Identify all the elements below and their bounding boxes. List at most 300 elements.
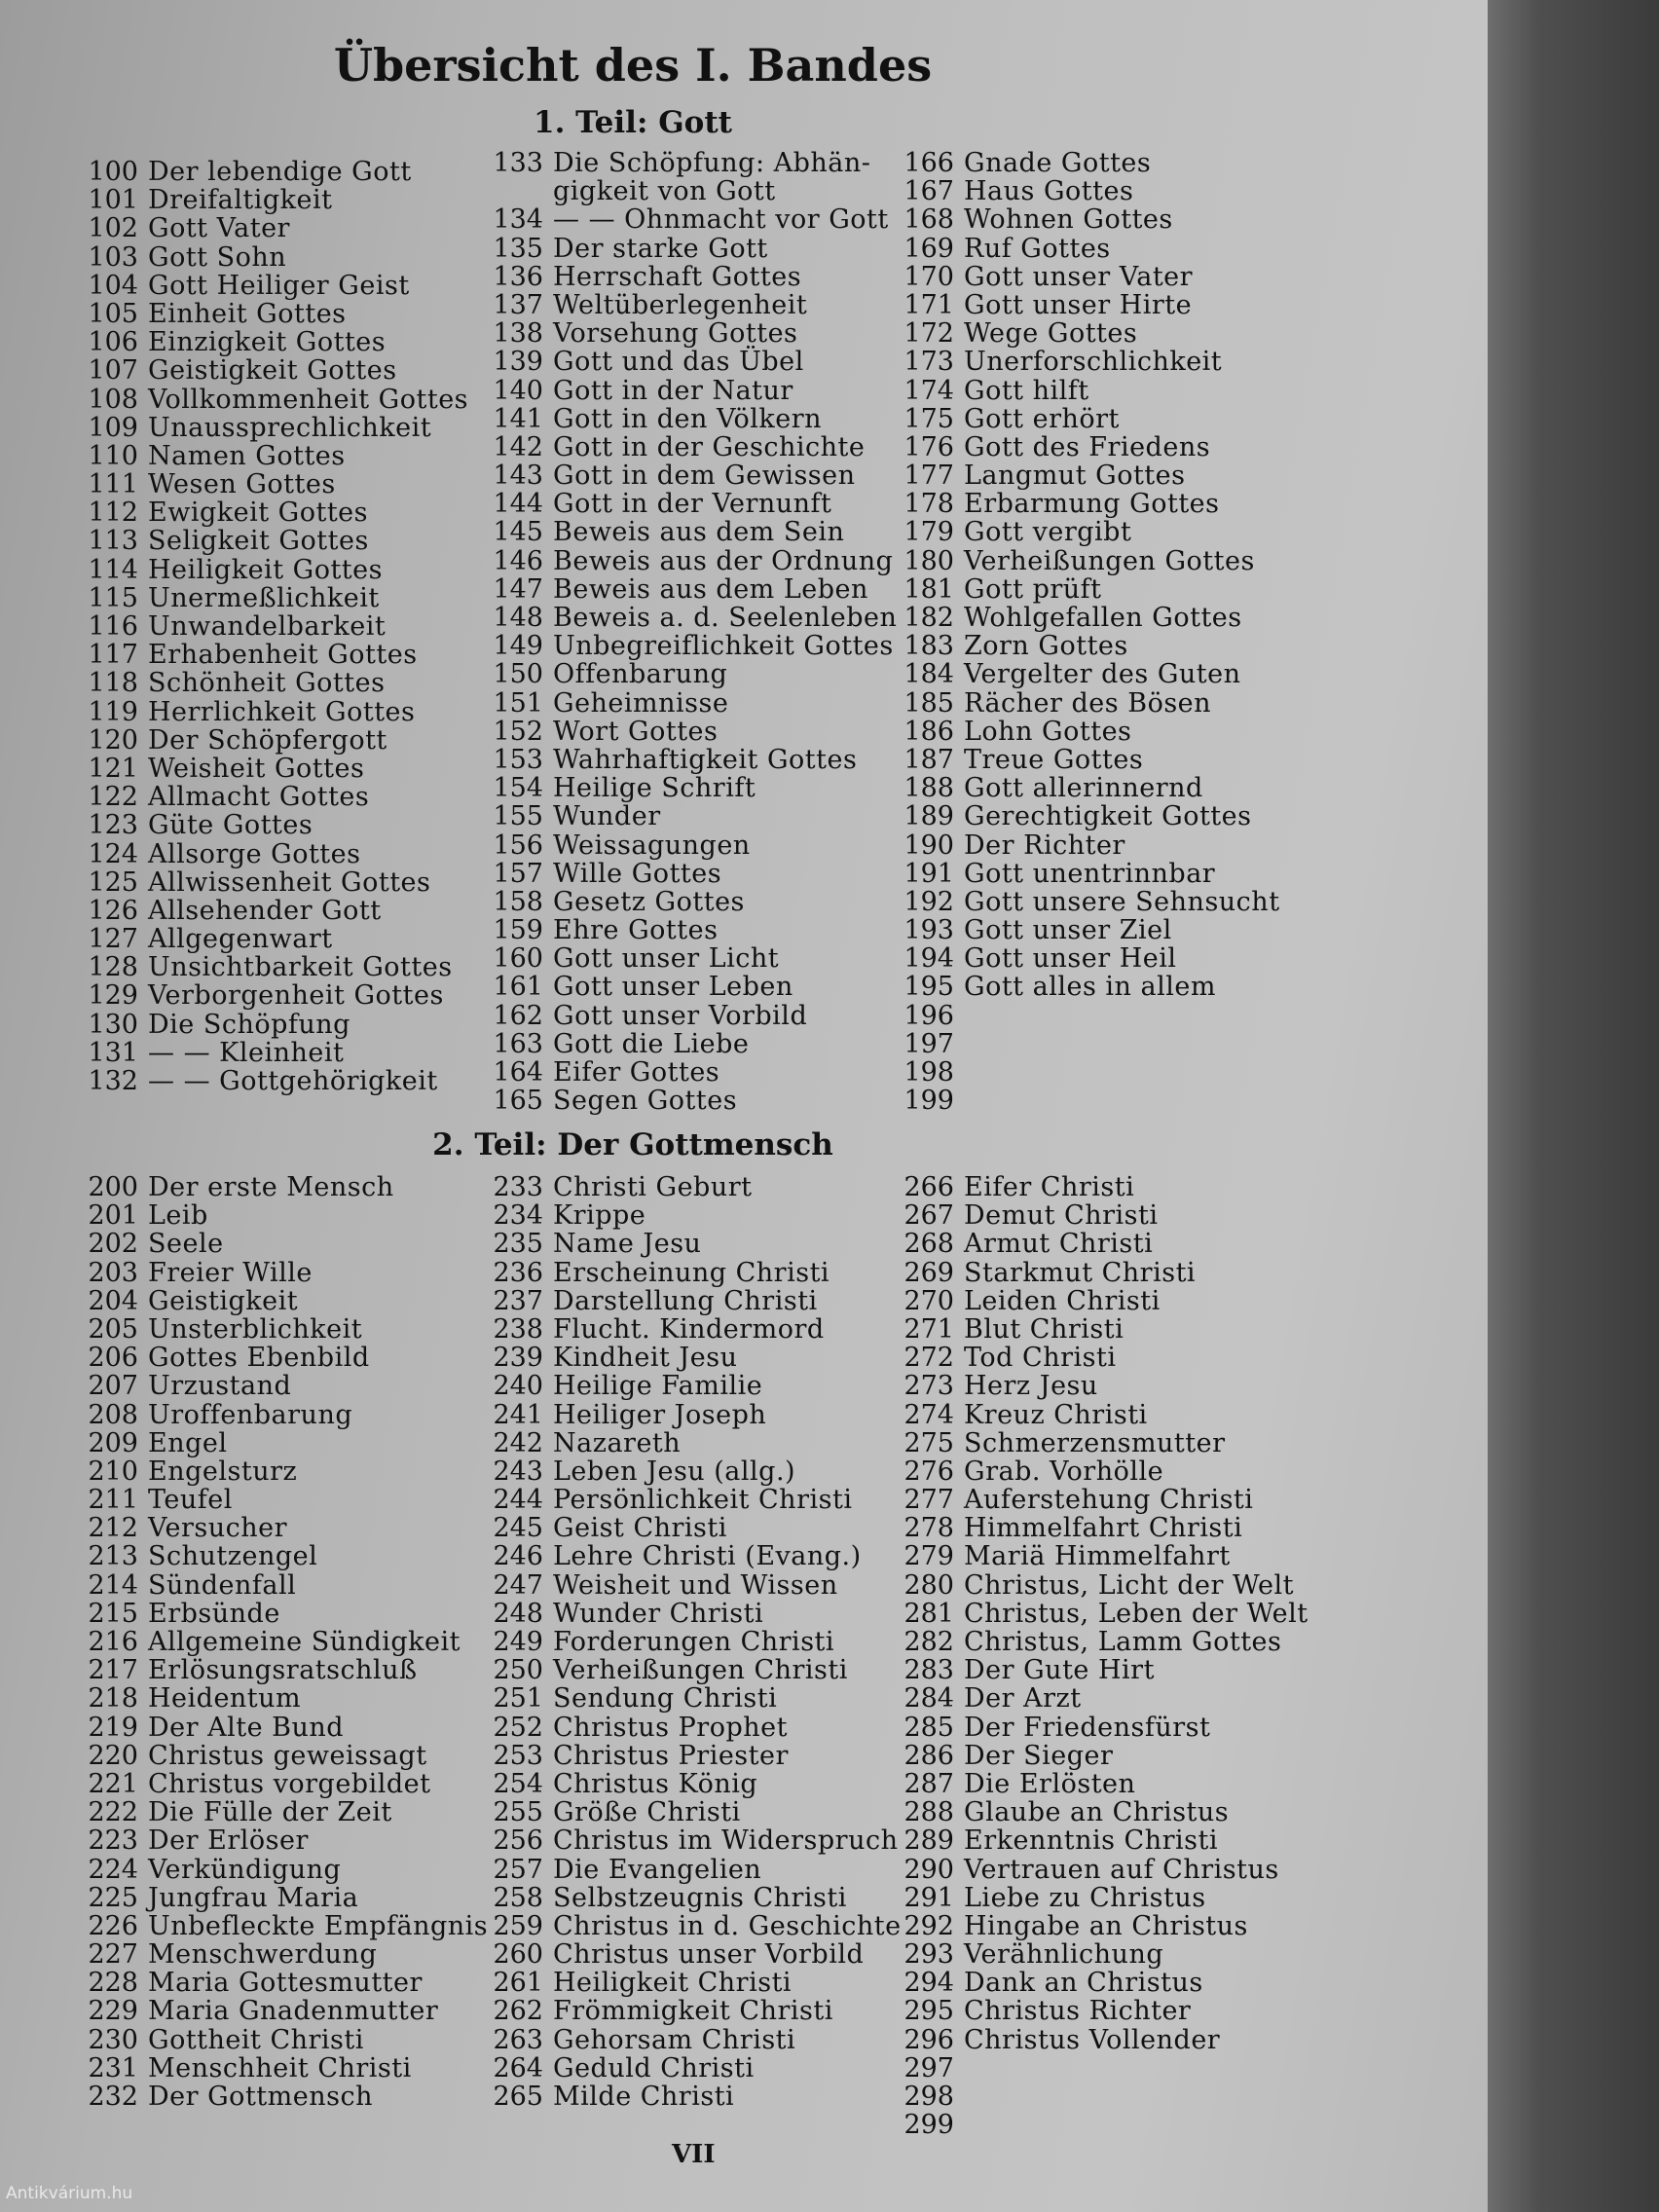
entry-number: 130 bbox=[88, 1009, 138, 1040]
entry-title: Freier Wille bbox=[148, 1257, 313, 1288]
entry-number: 134 bbox=[493, 204, 543, 236]
index-entry bbox=[898, 377, 1280, 405]
entry-number: 103 bbox=[88, 241, 138, 273]
entry-title: Geheimnisse bbox=[553, 687, 729, 719]
index-entry bbox=[82, 1259, 488, 1287]
entry-title: Gott unser Heil bbox=[964, 943, 1177, 975]
entry-title: Gott in der Natur bbox=[553, 375, 793, 406]
entry-number: 166 bbox=[903, 148, 954, 178]
entry-title: Heiligkeit Gottes bbox=[148, 554, 383, 585]
entry-title: Lohn Gottes bbox=[964, 716, 1132, 747]
index-entry bbox=[487, 433, 897, 461]
entry-number: 199 bbox=[903, 1086, 954, 1117]
entry-title: Gott in der Geschichte bbox=[553, 431, 866, 462]
index-entry bbox=[82, 755, 468, 783]
entry-title: Gerechtigkeit Gottes bbox=[964, 801, 1252, 832]
entry-title: Gott in den Völkern bbox=[553, 403, 822, 434]
entry-title: Die Schöpfung: Abhän- bbox=[553, 148, 871, 178]
entry-title: Christus, Lamm Gottes bbox=[964, 1627, 1282, 1657]
entry-number: 192 bbox=[903, 886, 954, 917]
entry-number: 180 bbox=[903, 545, 954, 576]
entry-number: 142 bbox=[493, 431, 543, 462]
index-entry bbox=[487, 1997, 902, 2025]
index-entry bbox=[898, 1940, 1309, 1969]
index-entry bbox=[487, 718, 897, 746]
index-entry bbox=[487, 1714, 902, 1742]
part-1-column-3 bbox=[898, 149, 1280, 1115]
entry-title: Unsichtbarkeit Gottes bbox=[148, 952, 453, 983]
index-entry bbox=[898, 2026, 1309, 2054]
entry-number: 241 bbox=[493, 1399, 543, 1430]
index-entry bbox=[487, 1230, 902, 1258]
entry-number: 256 bbox=[493, 1825, 543, 1857]
index-entry bbox=[82, 584, 468, 612]
index-entry bbox=[898, 263, 1280, 291]
entry-number: 203 bbox=[88, 1257, 138, 1288]
index-entry bbox=[487, 1486, 902, 1514]
entry-title: Nazareth bbox=[553, 1427, 682, 1458]
entry-number: 208 bbox=[88, 1399, 138, 1430]
entry-number: 154 bbox=[493, 773, 543, 804]
index-entry bbox=[487, 1002, 897, 1030]
entry-title: Die Schöpfung bbox=[148, 1009, 350, 1040]
entry-title: — — Kleinheit bbox=[148, 1037, 345, 1068]
entry-number: 194 bbox=[903, 943, 954, 975]
entry-number: 225 bbox=[88, 1882, 138, 1913]
index-entry bbox=[487, 2083, 902, 2111]
index-entry bbox=[487, 1457, 902, 1486]
entry-number: 204 bbox=[88, 1285, 138, 1316]
index-entry bbox=[487, 348, 897, 376]
entry-number: 183 bbox=[903, 631, 954, 662]
entry-title: Darstellung Christi bbox=[553, 1285, 818, 1316]
index-entry bbox=[898, 1997, 1309, 2025]
entry-title: Menschwerdung bbox=[148, 1939, 378, 1971]
entry-number: 148 bbox=[493, 603, 543, 633]
entry-title: Himmelfahrt Christi bbox=[964, 1513, 1243, 1544]
entry-number: 121 bbox=[88, 753, 138, 784]
entry-number: 216 bbox=[88, 1627, 138, 1657]
entry-number: 123 bbox=[88, 810, 138, 841]
entry-number: 223 bbox=[88, 1825, 138, 1857]
index-entry bbox=[82, 669, 468, 697]
entry-number: 276 bbox=[903, 1456, 954, 1487]
entry-number: 207 bbox=[88, 1371, 138, 1402]
index-entry bbox=[82, 1798, 488, 1826]
entry-title: Leiden Christi bbox=[964, 1285, 1161, 1316]
index-entry bbox=[82, 1571, 488, 1600]
entry-number: 133 bbox=[493, 148, 543, 178]
index-entry bbox=[487, 1372, 902, 1400]
part-2-column-2 bbox=[487, 1173, 902, 2111]
entry-number: 110 bbox=[88, 440, 138, 471]
index-entry bbox=[898, 1798, 1309, 1826]
entry-number: 113 bbox=[88, 526, 138, 557]
entry-title: Christus König bbox=[553, 1768, 758, 1799]
index-entry bbox=[82, 498, 468, 527]
entry-title: Vertrauen auf Christus bbox=[964, 1854, 1279, 1885]
index-entry bbox=[487, 2054, 902, 2083]
index-entry bbox=[487, 319, 897, 348]
entry-title: Christus Richter bbox=[964, 1996, 1192, 2027]
part-2-heading: 2. Teil: Der Gottmensch bbox=[432, 1127, 833, 1162]
entry-number: 117 bbox=[88, 640, 138, 671]
index-entry bbox=[487, 291, 897, 319]
entry-number: 265 bbox=[493, 2082, 543, 2112]
index-entry bbox=[898, 1087, 1280, 1115]
index-entry bbox=[898, 547, 1280, 575]
page-number: VII bbox=[672, 2140, 716, 2169]
entry-number: 293 bbox=[903, 1939, 954, 1971]
part-1-column-1 bbox=[82, 158, 468, 1095]
index-entry bbox=[898, 802, 1280, 830]
entry-number: 196 bbox=[903, 1000, 954, 1031]
index-entry bbox=[487, 1514, 902, 1542]
entry-title: Allgemeine Sündigkeit bbox=[148, 1627, 461, 1657]
entry-title: Gott unsere Sehnsucht bbox=[964, 886, 1280, 917]
entry-title: Der Friedensfürst bbox=[964, 1712, 1211, 1743]
entry-title: Einzigkeit Gottes bbox=[148, 327, 387, 358]
index-entry bbox=[898, 660, 1280, 688]
entry-title: Gott Sohn bbox=[148, 241, 287, 273]
entry-number: 153 bbox=[493, 744, 543, 775]
entry-number: 164 bbox=[493, 1057, 543, 1088]
index-entry bbox=[487, 802, 897, 830]
index-entry bbox=[487, 660, 897, 688]
entry-title: Blut Christi bbox=[964, 1313, 1124, 1345]
entry-number: 272 bbox=[903, 1343, 954, 1374]
entry-title: Kindheit Jesu bbox=[553, 1343, 738, 1374]
index-entry bbox=[82, 1230, 488, 1258]
entry-title: Die Fülle der Zeit bbox=[148, 1797, 392, 1828]
entry-title: Schönheit Gottes bbox=[148, 668, 386, 699]
entry-title: Unbegreiflichkeit Gottes bbox=[553, 631, 894, 662]
entry-number: 144 bbox=[493, 489, 543, 520]
entry-title: Erbarmung Gottes bbox=[964, 489, 1220, 520]
entry-title: Gott unser Licht bbox=[553, 943, 780, 975]
index-entry bbox=[82, 612, 468, 641]
index-entry bbox=[898, 973, 1280, 1001]
index-entry bbox=[898, 2083, 1309, 2111]
entry-title: Langmut Gottes bbox=[964, 461, 1186, 492]
entry-title: Heiligkeit Christi bbox=[553, 1968, 793, 1999]
entry-title: Schmerzensmutter bbox=[964, 1427, 1226, 1458]
index-entry bbox=[487, 774, 897, 802]
entry-title: Der Gottmensch bbox=[148, 2082, 373, 2112]
entry-title: Unbefleckte Empfängnis bbox=[148, 1910, 489, 1941]
entry-number: 232 bbox=[88, 2082, 138, 2112]
entry-title: Krippe bbox=[553, 1200, 646, 1232]
entry-title: Gott allerinnernd bbox=[964, 773, 1203, 804]
index-entry bbox=[82, 811, 468, 839]
entry-title: Vergelter des Guten bbox=[964, 659, 1241, 690]
entry-number: 264 bbox=[493, 2052, 543, 2083]
entry-title: Persönlichkeit Christi bbox=[553, 1485, 853, 1516]
entry-number: 273 bbox=[903, 1371, 954, 1402]
index-entry bbox=[487, 973, 897, 1001]
entry-title: Hingabe an Christus bbox=[964, 1910, 1248, 1941]
entry-number: 242 bbox=[493, 1427, 543, 1458]
entry-number: 195 bbox=[903, 972, 954, 1003]
index-entry bbox=[487, 490, 897, 518]
index-entry bbox=[898, 205, 1280, 234]
entry-title: Christus, Licht der Welt bbox=[964, 1569, 1294, 1601]
entry-title: Wort Gottes bbox=[553, 716, 719, 747]
entry-title: Geduld Christi bbox=[553, 2052, 755, 2083]
entry-title: Gott des Friedens bbox=[964, 431, 1211, 462]
entry-title: Heilige Familie bbox=[553, 1371, 763, 1402]
entry-number: 157 bbox=[493, 858, 543, 889]
index-entry bbox=[82, 414, 468, 442]
entry-number: 218 bbox=[88, 1683, 138, 1714]
entry-number: 198 bbox=[903, 1057, 954, 1088]
entry-title: Christus im Widerspruch bbox=[553, 1825, 899, 1857]
entry-title: Allsehender Gott bbox=[148, 895, 382, 926]
index-entry bbox=[82, 1372, 488, 1400]
entry-title: Heidentum bbox=[148, 1683, 302, 1714]
entry-number: 279 bbox=[903, 1541, 954, 1572]
entry-number: 124 bbox=[88, 838, 138, 869]
entry-title: Christus in d. Geschichte bbox=[553, 1910, 902, 1941]
entry-title: Gott unser Vorbild bbox=[553, 1000, 808, 1031]
index-entry bbox=[898, 1230, 1309, 1258]
entry-title: Namen Gottes bbox=[148, 440, 346, 471]
entry-title: Wunder bbox=[553, 801, 661, 832]
entry-title: Erlösungsratschluß bbox=[148, 1655, 418, 1686]
entry-number: 213 bbox=[88, 1541, 138, 1572]
index-entry bbox=[487, 518, 897, 546]
entry-title: Wille Gottes bbox=[553, 858, 722, 889]
index-entry bbox=[82, 2083, 488, 2111]
entry-number: 189 bbox=[903, 801, 954, 832]
index-entry bbox=[898, 1742, 1309, 1770]
entry-number: 179 bbox=[903, 517, 954, 548]
entry-title: Wunder Christi bbox=[553, 1598, 764, 1629]
entry-title: Verheißungen Christi bbox=[553, 1655, 848, 1686]
entry-title: Flucht. Kindermord bbox=[553, 1313, 825, 1345]
entry-number: 263 bbox=[493, 2024, 543, 2055]
entry-number: 115 bbox=[88, 582, 138, 613]
entry-number: 292 bbox=[903, 1910, 954, 1941]
entry-number: 268 bbox=[903, 1229, 954, 1260]
index-entry bbox=[487, 1600, 902, 1628]
entry-title: Allsorge Gottes bbox=[148, 838, 361, 869]
entry-title: Rächer des Bösen bbox=[964, 687, 1212, 719]
index-entry bbox=[487, 1628, 902, 1656]
index-entry bbox=[898, 1969, 1309, 1997]
entry-number: 275 bbox=[903, 1427, 954, 1458]
entry-number: 255 bbox=[493, 1797, 543, 1828]
entry-number: 251 bbox=[493, 1683, 543, 1714]
entry-title: Frömmigkeit Christi bbox=[553, 1996, 833, 2027]
entry-title: Kreuz Christi bbox=[964, 1399, 1148, 1430]
entry-title: Dank an Christus bbox=[964, 1968, 1203, 1999]
entry-number: 165 bbox=[493, 1086, 543, 1117]
entry-title: Eifer Gottes bbox=[553, 1057, 720, 1088]
entry-title: Urzustand bbox=[148, 1371, 292, 1402]
entry-number: 186 bbox=[903, 716, 954, 747]
entry-number: 227 bbox=[88, 1939, 138, 1971]
index-entry bbox=[82, 1201, 488, 1230]
entry-number: 280 bbox=[903, 1569, 954, 1601]
entry-title: Wesen Gottes bbox=[148, 469, 336, 500]
entry-number: 181 bbox=[903, 573, 954, 605]
entry-number: 217 bbox=[88, 1655, 138, 1686]
index-entry bbox=[82, 925, 468, 953]
index-entry bbox=[898, 604, 1280, 632]
index-entry bbox=[82, 328, 468, 356]
entry-title: Einheit Gottes bbox=[148, 298, 347, 329]
index-entry bbox=[487, 1030, 897, 1058]
watermark: Antikvárium.hu bbox=[6, 2184, 133, 2203]
entry-number: 132 bbox=[88, 1066, 138, 1096]
entry-number: 114 bbox=[88, 554, 138, 585]
entry-title: Haus Gottes bbox=[964, 176, 1134, 207]
entry-title: Mariä Himmelfahrt bbox=[964, 1541, 1231, 1572]
entry-number: 289 bbox=[903, 1825, 954, 1857]
index-entry bbox=[898, 2111, 1309, 2139]
index-entry bbox=[82, 1770, 488, 1798]
index-entry bbox=[487, 263, 897, 291]
index-entry bbox=[82, 1514, 488, 1542]
index-entry bbox=[898, 1514, 1309, 1542]
entry-number: 226 bbox=[88, 1910, 138, 1941]
entry-title: Lehre Christi (Evang.) bbox=[553, 1541, 862, 1572]
index-entry bbox=[487, 1571, 902, 1600]
index-entry bbox=[487, 1770, 902, 1798]
entry-title: Christus Prophet bbox=[553, 1712, 788, 1743]
entry-number: 145 bbox=[493, 517, 543, 548]
index-entry bbox=[82, 1742, 488, 1770]
entry-title: Offenbarung bbox=[553, 659, 728, 690]
index-entry bbox=[487, 689, 897, 718]
index-entry bbox=[82, 442, 468, 470]
entry-number: 238 bbox=[493, 1313, 543, 1345]
entry-title: Die Evangelien bbox=[553, 1854, 762, 1885]
index-entry bbox=[898, 831, 1280, 860]
index-entry bbox=[898, 149, 1280, 177]
entry-number: 231 bbox=[88, 2052, 138, 2083]
entry-title: Erscheinung Christi bbox=[553, 1257, 830, 1288]
entry-number: 149 bbox=[493, 631, 543, 662]
entry-number: 282 bbox=[903, 1627, 954, 1657]
index-entry bbox=[487, 944, 897, 973]
entry-number: 151 bbox=[493, 687, 543, 719]
entry-title: Jungfrau Maria bbox=[148, 1882, 359, 1913]
index-entry bbox=[487, 1259, 902, 1287]
entry-number: 129 bbox=[88, 980, 138, 1012]
entry-title: Treue Gottes bbox=[964, 744, 1144, 775]
entry-number: 187 bbox=[903, 744, 954, 775]
entry-title: Weisheit Gottes bbox=[148, 753, 365, 784]
entry-number: 267 bbox=[903, 1200, 954, 1232]
entry-title: Der Gute Hirt bbox=[964, 1655, 1155, 1686]
index-entry bbox=[898, 1002, 1280, 1030]
index-entry bbox=[82, 386, 468, 414]
entry-number: 101 bbox=[88, 185, 138, 216]
entry-number: 266 bbox=[903, 1172, 954, 1202]
entry-title: Seele bbox=[148, 1229, 224, 1260]
entry-number: 109 bbox=[88, 412, 138, 443]
entry-number: 141 bbox=[493, 403, 543, 434]
entry-number: 210 bbox=[88, 1456, 138, 1487]
entry-title: Weisheit und Wissen bbox=[553, 1569, 838, 1601]
index-entry bbox=[898, 1315, 1309, 1344]
entry-number: 193 bbox=[903, 915, 954, 946]
entry-number: 122 bbox=[88, 782, 138, 813]
entry-title: Gehorsam Christi bbox=[553, 2024, 796, 2055]
entry-title: Gott unser Ziel bbox=[964, 915, 1172, 946]
entry-number: 262 bbox=[493, 1996, 543, 2027]
entry-number: 184 bbox=[903, 659, 954, 690]
entry-title: Engelsturz bbox=[148, 1456, 298, 1487]
entry-number: 246 bbox=[493, 1541, 543, 1572]
index-entry bbox=[82, 1457, 488, 1486]
index-entry bbox=[82, 1067, 468, 1095]
index-entry bbox=[82, 1628, 488, 1656]
entry-number: 298 bbox=[903, 2082, 954, 2112]
index-entry bbox=[898, 1401, 1309, 1429]
entry-title: Unermeßlichkeit bbox=[148, 582, 380, 613]
index-entry bbox=[82, 1940, 488, 1969]
entry-number: 126 bbox=[88, 895, 138, 926]
index-entry bbox=[487, 205, 897, 234]
entry-number: 160 bbox=[493, 943, 543, 975]
entry-number: 297 bbox=[903, 2052, 954, 2083]
entry-title: Verähnlichung bbox=[964, 1939, 1164, 1971]
entry-number: 244 bbox=[493, 1485, 543, 1516]
entry-title: Geistigkeit Gottes bbox=[148, 355, 397, 387]
entry-number: 161 bbox=[493, 972, 543, 1003]
entry-title: Der Sieger bbox=[964, 1740, 1114, 1771]
entry-number: 174 bbox=[903, 375, 954, 406]
entry-number: 201 bbox=[88, 1200, 138, 1232]
index-entry bbox=[487, 2026, 902, 2054]
entry-title: Gott die Liebe bbox=[553, 1028, 750, 1059]
entry-number: 119 bbox=[88, 696, 138, 727]
entry-number: 168 bbox=[903, 204, 954, 236]
entry-number: 261 bbox=[493, 1968, 543, 1999]
index-entry bbox=[898, 888, 1280, 916]
entry-number: 229 bbox=[88, 1996, 138, 2027]
entry-title: Erbsünde bbox=[148, 1598, 280, 1629]
entry-number: 205 bbox=[88, 1313, 138, 1345]
entry-title: Gott hilft bbox=[964, 375, 1089, 406]
entry-title: Wohlgefallen Gottes bbox=[964, 603, 1242, 633]
entry-title: Versucher bbox=[148, 1513, 288, 1544]
entry-number: 177 bbox=[903, 461, 954, 492]
entry-number: 146 bbox=[493, 545, 543, 576]
entry-title: Menschheit Christi bbox=[148, 2052, 412, 2083]
index-entry bbox=[898, 718, 1280, 746]
index-entry bbox=[487, 235, 897, 263]
index-entry bbox=[898, 774, 1280, 802]
index-entry bbox=[82, 726, 468, 755]
entry-number: 112 bbox=[88, 498, 138, 529]
index-entry bbox=[487, 1940, 902, 1969]
entry-number: 158 bbox=[493, 886, 543, 917]
entry-title: Heilige Schrift bbox=[553, 773, 756, 804]
entry-title: Herz Jesu bbox=[964, 1371, 1098, 1402]
entry-title: Name Jesu bbox=[553, 1229, 702, 1260]
entry-title: Geist Christi bbox=[553, 1513, 727, 1544]
entry-number: 100 bbox=[88, 157, 138, 187]
entry-title: Gott alles in allem bbox=[964, 972, 1216, 1003]
index-entry bbox=[82, 1856, 488, 1884]
entry-title: Weissagungen bbox=[553, 830, 751, 861]
entry-number: 284 bbox=[903, 1683, 954, 1714]
index-entry bbox=[82, 1287, 488, 1315]
